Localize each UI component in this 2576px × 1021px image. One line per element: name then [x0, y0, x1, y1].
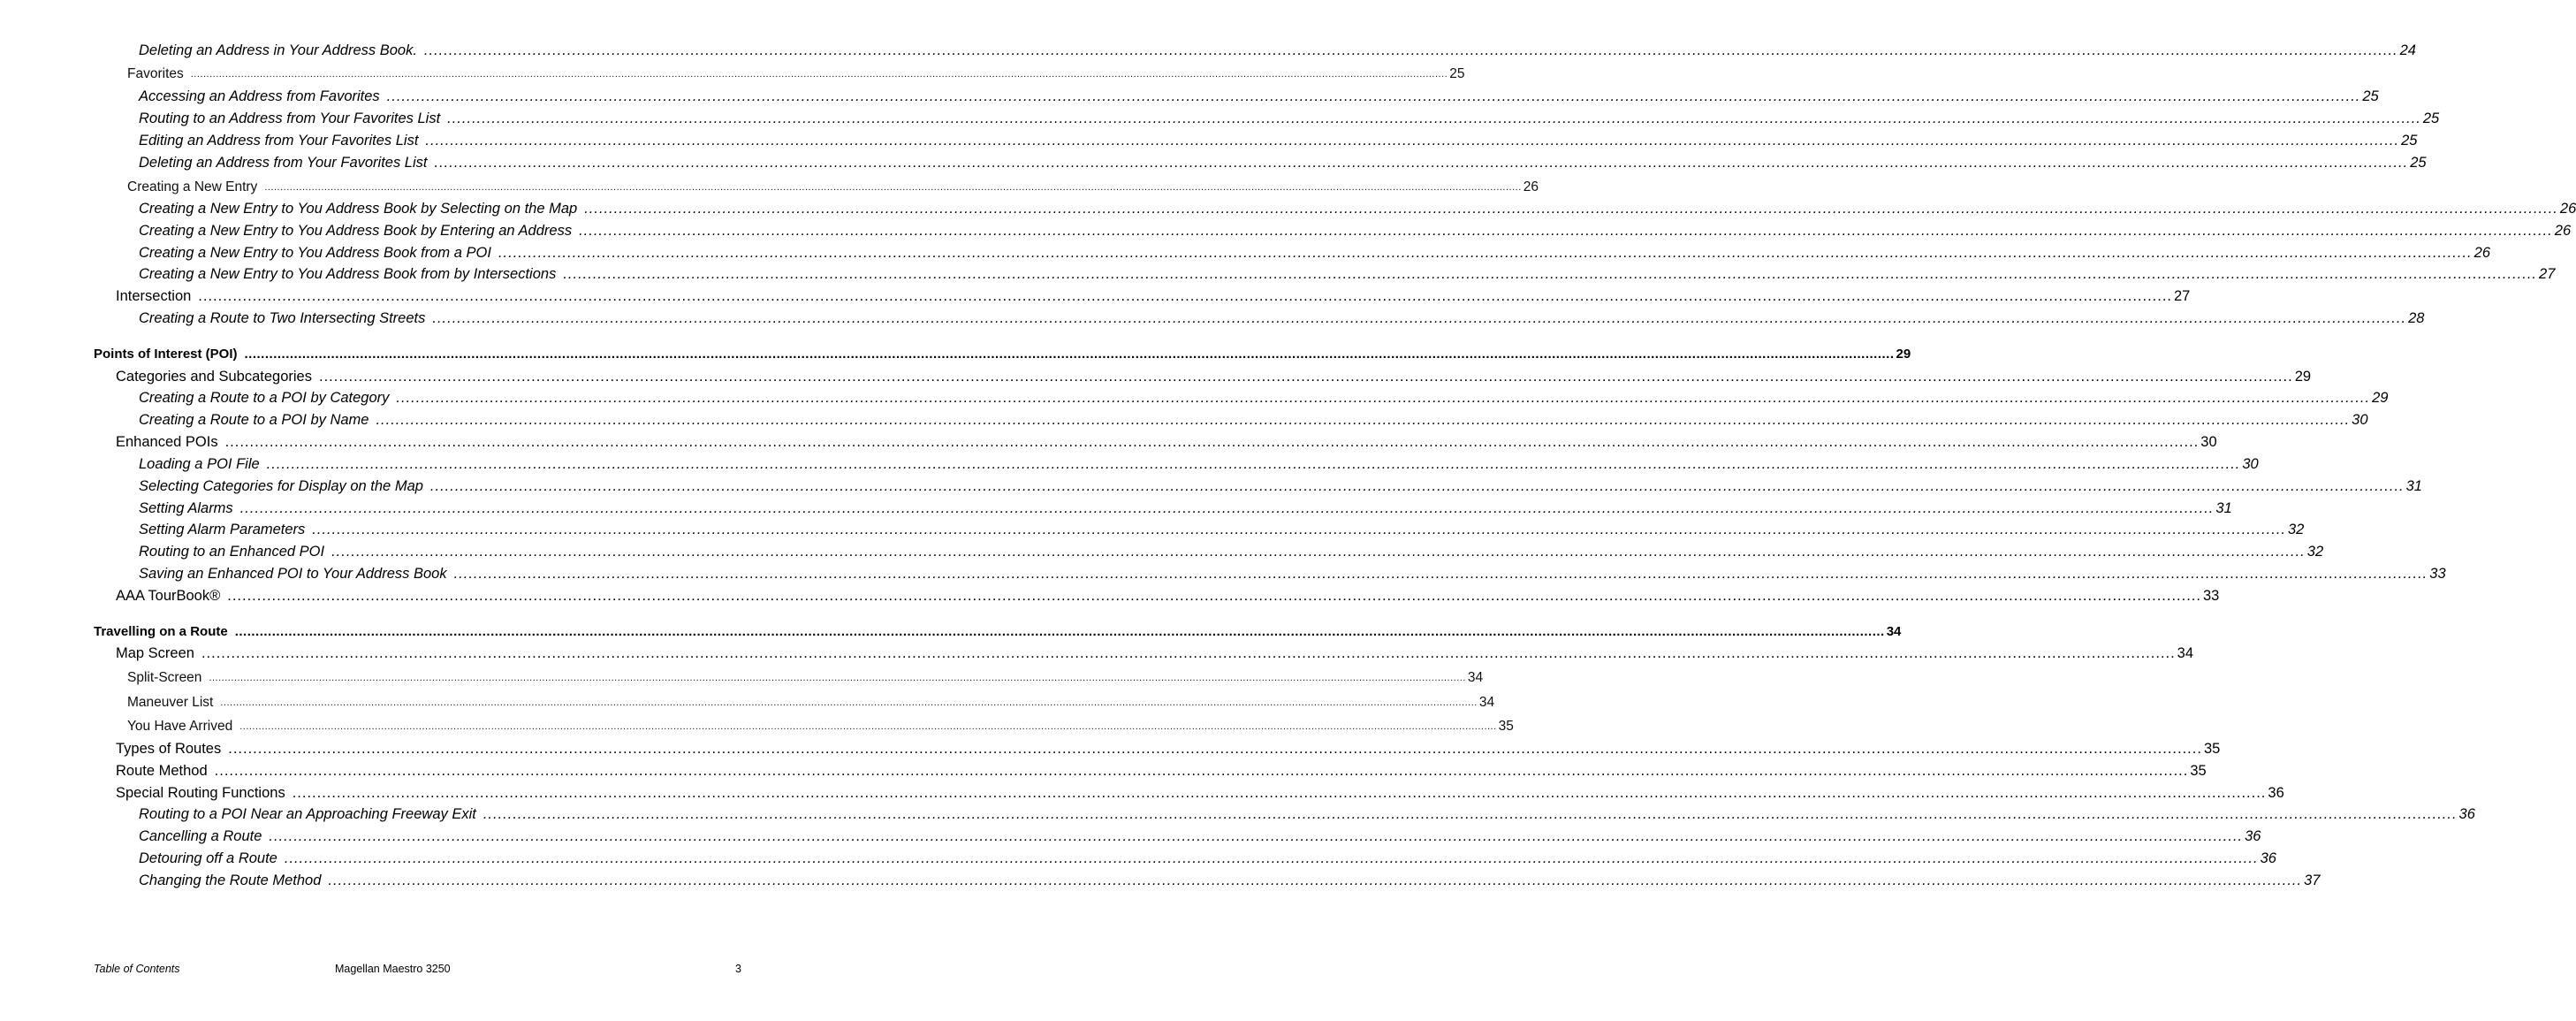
toc-entry[interactable] [139, 805, 2475, 823]
toc-entry-page: 26 [2559, 201, 2576, 217]
toc-entry-title: Split-Screen [127, 670, 202, 685]
toc-dot-leader: ................................................................................................................................................................................................................................................................................................................................................................................................................ [214, 763, 2189, 779]
toc-entry-title: Creating a New Entry to You Address Book from a POI [139, 245, 491, 261]
toc-entry-title: Saving an Enhanced POI to Your Address Book [139, 566, 447, 582]
toc-entry-title: Creating a New Entry to You Address Book by Selecting on the Map [139, 201, 578, 217]
toc-entry[interactable] [116, 762, 2207, 780]
toc-entry-page: 37 [2304, 872, 2321, 888]
toc-entry-page: 25 [1449, 66, 1465, 81]
toc-entry-title: Routing to an Enhanced POI [139, 544, 325, 560]
toc-entry-title: Maneuver List [127, 695, 214, 710]
toc-dot-leader: ................................................................................................................................................................................................................................................................................................................................................................................................................ [292, 785, 2267, 801]
toc-entry-page: 34 [1886, 624, 1902, 639]
toc-dot-leader: ................................................................................................................................................................................................................................................................................................................................................................................................................ [432, 310, 2407, 326]
toc-entry-page: 29 [2372, 390, 2389, 406]
toc-entry[interactable] [139, 88, 2379, 105]
toc-entry-title: Creating a New Entry [127, 179, 258, 194]
toc-dot-leader: ................................................................................................................................................................................................................................................................................................................................................................................................................ [234, 624, 1885, 639]
toc-dot-leader: ................................................................................................................................................................................................................................................................................................................................................................................................................ [328, 872, 2303, 888]
footer-page-number: 3 [735, 963, 741, 975]
toc-entry-page: 36 [2260, 850, 2276, 866]
toc-entry-page: 26 [1523, 179, 1539, 194]
toc-entry[interactable] [139, 827, 2261, 845]
toc-entry-page: 34 [1467, 670, 1484, 685]
toc-entry-title: Detouring off a Route [139, 850, 277, 866]
toc-entry-page: 35 [2203, 741, 2221, 757]
toc-entry[interactable] [127, 65, 1465, 83]
toc-entry-page: 35 [2190, 763, 2207, 779]
toc-entry[interactable] [139, 499, 2232, 517]
toc-entry[interactable] [116, 287, 2191, 305]
toc-entry-page: 30 [2352, 412, 2368, 428]
toc-dot-leader: ................................................................................................................................................................................................................................................................................................................................................................................................................ [386, 88, 2361, 104]
toc-entry-title: Favorites [127, 66, 184, 81]
toc-dot-leader: ................................................................................................................................................................................................................................................................................................................................................................................................................ [266, 456, 2241, 472]
toc-entry[interactable] [139, 309, 2425, 327]
toc-entry-title: Types of Routes [116, 741, 222, 757]
toc-entry[interactable] [127, 669, 1484, 687]
toc-entry[interactable] [116, 587, 2220, 605]
toc-entry-title: Intersection [116, 288, 192, 304]
toc-entry-page: 25 [2362, 88, 2379, 104]
toc-entry-page: 27 [2174, 288, 2191, 304]
toc-dot-leader: ................................................................................................................................................................................................................................................................................................................................................................................................................ [224, 434, 2200, 450]
toc-dot-leader: ................................................................................................................................................................................................................................................................................................................................................................................................................ [483, 806, 2458, 822]
toc-entry-page: 36 [2245, 828, 2261, 844]
toc-entry-title: AAA TourBook® [116, 588, 221, 604]
toc-entry-page: 36 [2458, 806, 2475, 822]
toc-dot-leader: ................................................................................................................................................................................................................................................................................................................................................................................................................ [579, 223, 2553, 239]
toc-entry-title: Route Method [116, 763, 208, 779]
toc-dot-leader: ................................................................................................................................................................................................................................................................................................................................................................................................................ [376, 412, 2351, 428]
toc-section-heading[interactable] [94, 346, 1911, 363]
toc-entry-page: 27 [2539, 266, 2556, 282]
toc-entry-page: 30 [2242, 456, 2259, 472]
toc-entry-page: 32 [2288, 522, 2305, 537]
toc-entry[interactable] [139, 42, 2416, 59]
toc-entry-page: 26 [2473, 245, 2491, 261]
toc-entry[interactable] [139, 565, 2446, 583]
toc-dot-leader: ................................................................................................................................................................................................................................................................................................................................................................................................................ [220, 697, 1478, 708]
toc-entry-page: 29 [2294, 369, 2312, 385]
toc-dot-leader: ................................................................................................................................................................................................................................................................................................................................................................................................................ [423, 42, 2398, 58]
toc-section-heading[interactable] [94, 623, 1902, 641]
toc-entry-title: Routing to a POI Near an Approaching Freeway Exit [139, 806, 476, 822]
toc-dot-leader: ................................................................................................................................................................................................................................................................................................................................................................................................................ [201, 645, 2176, 661]
toc-dot-leader: ................................................................................................................................................................................................................................................................................................................................................................................................................ [284, 850, 2259, 866]
toc-entry-page: 25 [2422, 110, 2440, 126]
toc-entry-page: 33 [2202, 588, 2220, 604]
toc-entry-title: Travelling on a Route [94, 624, 228, 639]
toc-entry[interactable] [139, 389, 2389, 407]
toc-entry[interactable] [139, 222, 2572, 240]
toc-entry-title: Loading a POI File [139, 456, 260, 472]
toc-dot-leader: ................................................................................................................................................................................................................................................................................................................................................................................................................ [584, 201, 2558, 217]
toc-entry-title: Creating a New Entry to You Address Book by Entering an Address [139, 223, 573, 239]
toc-entry-page: 25 [2401, 133, 2418, 149]
toc-entry[interactable] [139, 244, 2491, 262]
toc-dot-leader: ................................................................................................................................................................................................................................................................................................................................................................................................................ [498, 245, 2473, 261]
toc-entry-title: Categories and Subcategories [116, 369, 312, 385]
toc-entry[interactable] [116, 740, 2221, 758]
toc-dot-leader: ................................................................................................................................................................................................................................................................................................................................................................................................................ [228, 741, 2202, 757]
toc-entry-page: 33 [2429, 566, 2446, 582]
toc-entry-title: Map Screen [116, 645, 194, 661]
toc-dot-leader: ................................................................................................................................................................................................................................................................................................................................................................................................................ [429, 478, 2405, 494]
toc-dot-leader: ................................................................................................................................................................................................................................................................................................................................................................................................................ [318, 369, 2293, 385]
toc-dot-leader: ................................................................................................................................................................................................................................................................................................................................................................................................................ [434, 155, 2409, 171]
toc-entry-title: Creating a New Entry to You Address Book from by Intersections [139, 266, 557, 282]
toc-dot-leader: ................................................................................................................................................................................................................................................................................................................................................................................................................ [264, 182, 1522, 193]
toc-entry-page: 25 [2410, 155, 2427, 171]
toc-entry-title: Routing to an Address from Your Favorites List [139, 110, 441, 126]
toc-entry[interactable] [139, 154, 2427, 171]
toc-entry[interactable] [139, 110, 2440, 127]
toc-entry[interactable] [139, 455, 2259, 473]
toc-entry[interactable] [139, 521, 2305, 538]
toc-entry-page: 34 [2177, 645, 2194, 661]
toc-dot-leader: ................................................................................................................................................................................................................................................................................................................................................................................................................ [331, 544, 2306, 560]
toc-entry[interactable] [139, 543, 2324, 560]
toc-entry-title: Enhanced POIs [116, 434, 218, 450]
toc-entry[interactable] [139, 200, 2576, 217]
toc-entry-title: Cancelling a Route [139, 828, 262, 844]
toc-entry-title: Creating a Route to Two Intersecting Streets [139, 310, 426, 326]
toc-entry-page: 31 [2215, 500, 2232, 516]
toc-dot-leader: ................................................................................................................................................................................................................................................................................................................................................................................................................ [209, 673, 1466, 683]
toc-entry-title: Selecting Categories for Display on the Map [139, 478, 423, 494]
toc-entry-page: 24 [2399, 42, 2416, 58]
footer-section-title: Table of Contents [94, 963, 180, 975]
toc-dot-leader: ................................................................................................................................................................................................................................................................................................................................................................................................................ [269, 828, 2244, 844]
toc-entry-page: 35 [1498, 719, 1514, 734]
toc-dot-leader: ................................................................................................................................................................................................................................................................................................................................................................................................................ [396, 390, 2371, 406]
toc-entry[interactable] [116, 433, 2217, 451]
toc-entry-title: Changing the Route Method [139, 872, 322, 888]
toc-entry[interactable] [116, 784, 2284, 802]
toc-dot-leader: ................................................................................................................................................................................................................................................................................................................................................................................................................ [447, 110, 2421, 126]
toc-entry[interactable] [139, 411, 2368, 429]
toc-dot-leader: ................................................................................................................................................................................................................................................................................................................................................................................................................ [190, 69, 1448, 80]
toc-entry[interactable] [127, 179, 1539, 196]
page-footer [0, 959, 789, 980]
toc-dot-leader: ................................................................................................................................................................................................................................................................................................................................................................................................................ [227, 588, 2201, 604]
toc-entry-page: 29 [1896, 347, 1911, 362]
toc-dot-leader: ................................................................................................................................................................................................................................................................................................................................................................................................................ [198, 288, 2172, 304]
toc-entry[interactable] [139, 265, 2556, 283]
toc-entry[interactable] [127, 694, 1495, 712]
toc-entry-title: Setting Alarms [139, 500, 233, 516]
toc-entry-page: 31 [2405, 478, 2422, 494]
toc-entry-page: 32 [2306, 544, 2324, 560]
toc-entry-page: 34 [1478, 695, 1495, 710]
toc-entry-title: Editing an Address from Your Favorites List [139, 133, 419, 149]
toc-entry-title: Creating a Route to a POI by Category [139, 390, 390, 406]
toc-entry[interactable] [127, 718, 1514, 735]
toc-dot-leader: ................................................................................................................................................................................................................................................................................................................................................................................................................ [453, 566, 2428, 582]
toc-entry-title: Special Routing Functions [116, 785, 285, 801]
toc-entry-page: 36 [2268, 785, 2284, 801]
toc-dot-leader: ................................................................................................................................................................................................................................................................................................................................................................................................................ [244, 347, 1895, 362]
toc-entry-title: Points of Interest (POI) [94, 347, 238, 362]
toc-entry[interactable] [116, 644, 2194, 662]
toc-entry[interactable] [139, 872, 2321, 889]
footer-product-name: Magellan Maestro 3250 [335, 963, 451, 975]
toc-dot-leader: ................................................................................................................................................................................................................................................................................................................................................................................................................ [239, 721, 1497, 732]
toc-entry-title: You Have Arrived [127, 719, 233, 734]
toc-dot-leader: ................................................................................................................................................................................................................................................................................................................................................................................................................ [563, 266, 2538, 282]
toc-entry-title: Setting Alarm Parameters [139, 522, 306, 537]
toc-dot-leader: ................................................................................................................................................................................................................................................................................................................................................................................................................ [239, 500, 2215, 516]
toc-entry-page: 28 [2408, 310, 2425, 326]
toc-entry-title: Deleting an Address from Your Favorites List [139, 155, 428, 171]
toc-entry-title: Accessing an Address from Favorites [139, 88, 380, 104]
toc-entry-page: 30 [2200, 434, 2217, 450]
toc-entry[interactable] [139, 132, 2418, 149]
toc-dot-leader: ................................................................................................................................................................................................................................................................................................................................................................................................................ [425, 133, 2400, 149]
toc-entry[interactable] [139, 850, 2276, 867]
toc-entry-title: Deleting an Address in Your Address Book. [139, 42, 417, 58]
toc-dot-leader: ................................................................................................................................................................................................................................................................................................................................................................................................................ [312, 522, 2286, 537]
toc-entry[interactable] [139, 477, 2422, 495]
toc-entry[interactable] [116, 368, 2312, 385]
toc-entry-title: Creating a Route to a POI by Name [139, 412, 369, 428]
toc-entry-page: 26 [2554, 223, 2572, 239]
